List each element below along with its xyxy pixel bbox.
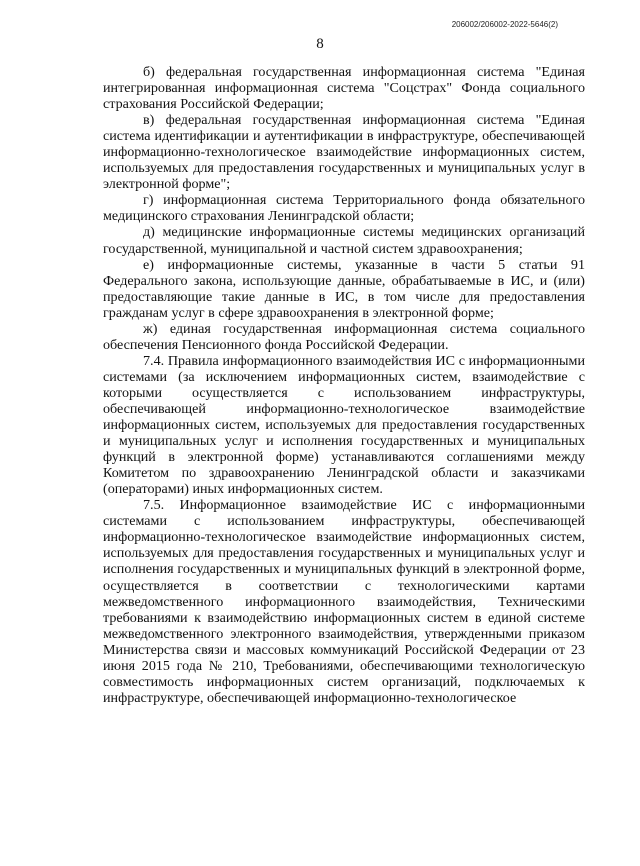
paragraph-item-zh: ж) единая государственная информационная система социального обеспечения Пенсионного фонда Российской Федерации.	[103, 320, 585, 353]
paragraph-7-5: 7.5. Информационное взаимодействие ИС с информационными системами с использованием инфраструктуры, обеспечивающей информационно-технологическое взаимодействие информационных систем, используемых для предоставления государственных и муниципальных услуг и исполнения государственных и муниципальных функций в электронной форме, осуществляется в соответствии с технологическими картами межведомственного информационного взаимодействия, Техническими требованиями к взаимодействию информационных систем в единой системе межведомственного электронного взаимодействия, утвержденными приказом Министерства связи и массовых коммуникаций Российской Федерации от 23 июня 2015 года № 210, Требованиями, обеспечивающими технологическую совместимость информационных систем организаций, подключаемых к инфраструктуре, обеспечивающей информационно-технологическое	[103, 497, 585, 706]
page-number: 8	[316, 36, 324, 52]
paragraph-item-e: е) информационные системы, указанные в части 5 статьи 91 Федерального закона, использующие данные, обрабатываемые в ИС, и (или) предоставляющие такие данные в ИС, в том числе для предоставления гражданам услуг в сфере здравоохранения в электронной форме;	[103, 256, 585, 321]
paragraph-item-g: г) информационная система Территориального фонда обязательного медицинского страхования Ленинградской области;	[103, 192, 585, 225]
document-id: 206002/206002-2022-5646(2)	[451, 20, 558, 29]
paragraph-item-v: в) федеральная государственная информационная система "Единая система идентификации и аутентификации в инфраструктуре, обеспечивающей информационно-технологическое взаимодействие информационных систем, используемых для предоставления государственных и муниципальных услуг в электронной форме";	[103, 112, 585, 193]
paragraph-item-d: д) медицинские информационные системы медицинских организаций государственной, муниципальной и частной систем здравоохранения;	[103, 224, 585, 257]
paragraph-7-4: 7.4. Правила информационного взаимодействия ИС с информационными системами (за исключением информационных систем, взаимодействие с которыми осуществляется с использованием инфраструктуры, обеспечивающей информационно-технологическое взаимодействие информационных систем, используемых для предоставления государственных и муниципальных услуг и исполнения государственных и муниципальных функций в электронной форме) устанавливаются соглашениями между Комитетом по здравоохранению Ленинградской области и заказчиками (операторами) иных информационных систем.	[103, 352, 585, 498]
document-body	[103, 64, 585, 706]
paragraph-item-b: б) федеральная государственная информационная система "Единая интегрированная информационная система "Соцстрах" Фонда социального страхования Российской Федерации;	[103, 64, 585, 113]
